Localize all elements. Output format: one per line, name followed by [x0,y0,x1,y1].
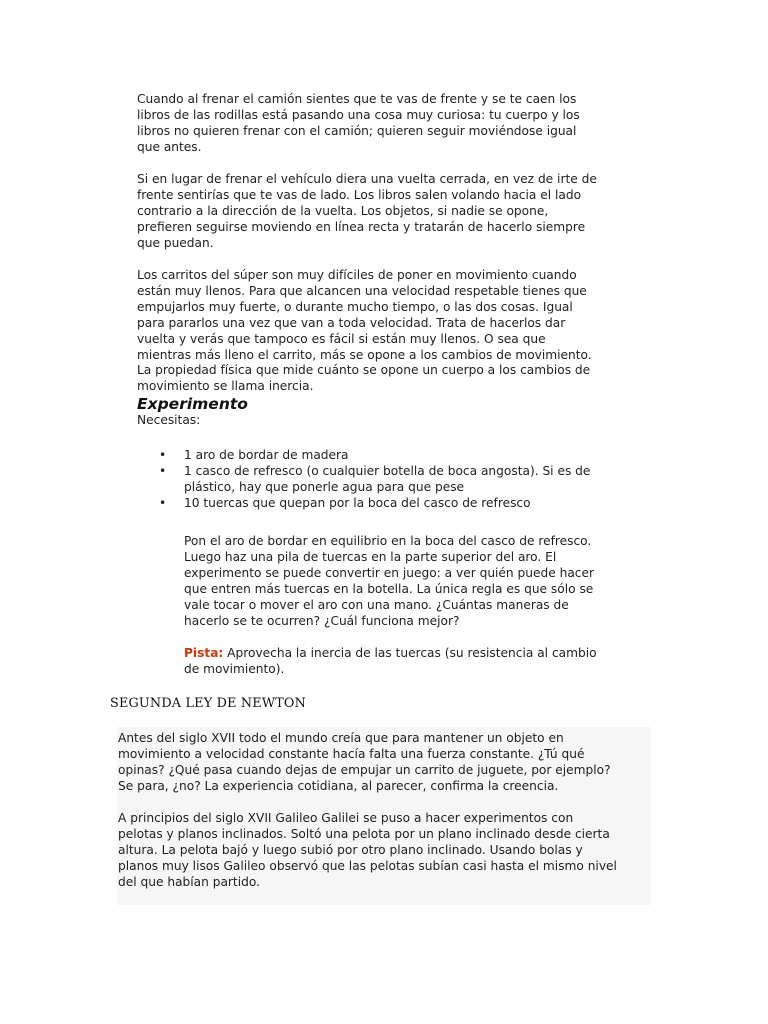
list-item: • 1 casco de refresco (o cualquier botella de boca angosta). Si es de plástico, hay que ponerle agua para que pese [159,463,591,494]
bullet-icon: • [159,495,167,510]
experiment-instructions: Pon el aro de bordar en equilibrio en la boca del casco de refresco. Luego haz una pila de tuercas en la parte superior del aro. El experimento se puede convertir en juego: a ver quién puede hacer que entren más tuercas en la botella. La única regla es que sólo se vale tocar o mover el aro con una mano. ¿Cuántas maneras de hacerlo se te ocurren? ¿Cuál funciona mejor? [184,534,595,628]
experiment-title: Experimento [137,395,248,413]
paragraph-galileo-experiments: A principios del siglo XVII Galileo Galilei se puso a hacer experimentos con pelotas y planos inclinados. Soltó una pelota por un plano inclinado desde cierta altura. La pelota bajó y luego subió por otro plano inclinado. Usando bolas y planos muy lisos Galileo observó que las pelotas subían casi hasta el mismo nivel del que habían partido. [118,811,617,889]
section-heading: SEGUNDA LEY DE NEWTON [110,696,307,711]
paragraph-truck-braking: Cuando al frenar el camión sientes que te vas de frente y se te caen los libros de las rodillas está pasando una cosa muy curiosa: tu cuerpo y los libros no quieren frenar con el camión; quieren seguir moviéndose igual que antes. [137,92,580,154]
paragraph-shopping-carts-inertia: Los carritos del súper son muy difíciles de poner en movimiento cuando están muy llenos. Para que alcancen una velocidad respetable tienes que empujarlos muy fuerte, o durante mucho tiempo, o las dos cosas. Igual para pararlos una vez que van a toda velocidad. Trata de hacerlos dar vuelta y verás que tampoco es fácil si están muy llenos. O sea que mientras más lleno el carrito, más se opone a los cambios de movimiento. La propiedad física que mide cuánto se opone un cuerpo a los cambios de movimiento se llama inercia. [137,268,592,394]
paragraph-sharp-turn: Si en lugar de frenar el vehículo diera una vuelta cerrada, en vez de irte de frente sentirías que te vas de lado. Los libros salen volando hacia el lado contrario a la dirección de la vuelta. Los objetos, si nadie se opone, prefieren seguirse moviendo en línea recta y tratarán de hacerlo siempre que puedan. [137,172,597,250]
hint-label: Pista: [184,646,224,660]
paragraph-before-17th-century: Antes del siglo XVII todo el mundo creía que para mantener un objeto en movimiento a velocidad constante hacía falta una fuerza constante. ¿Tú qué opinas? ¿Qué pasa cuando dejas de empujar un carrito de juguete, por ejemplo? Se para, ¿no? La experiencia cotidiana, al parecer, confirma la creencia. [118,731,611,793]
materials-list [159,448,624,512]
bullet-icon: • [159,448,167,462]
bullet-icon: • [159,463,167,478]
list-item: • 10 tuercas que quepan por la boca del casco de refresco [159,495,531,510]
experiment-hint: Pista: Aprovecha la inercia de las tuercas (su resistencia al cambio de movimiento). [184,646,597,676]
needs-label: Necesitas: [137,413,201,427]
list-item: • 1 aro de bordar de madera [159,448,349,462]
